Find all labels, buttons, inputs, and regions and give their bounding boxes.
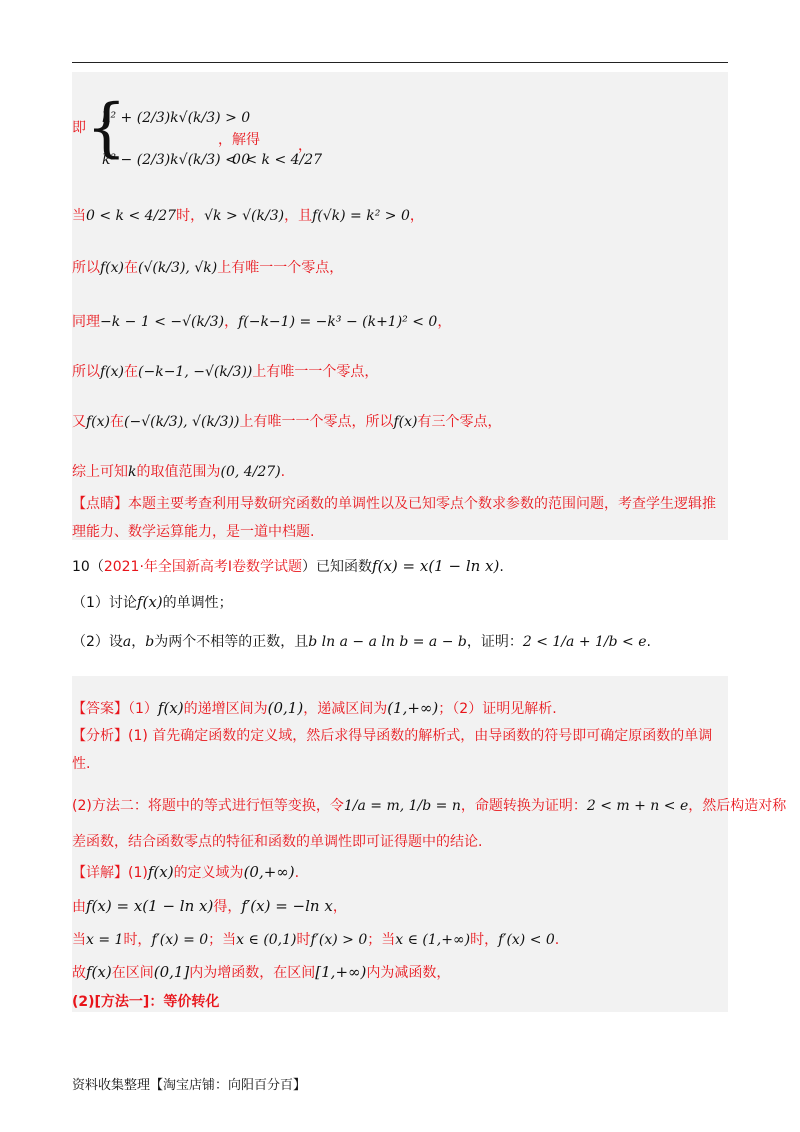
answer-line: 【答案】（1）f(x)的递增区间为(0,1)，递减区间为(1,+∞)；（2）证明见解析. [72, 699, 557, 717]
line-conclusion: 综上可知k的取值范围为(0, 4/27). [72, 464, 286, 480]
header-rule [72, 62, 728, 63]
line-zero-2: 所以f(x)在(−k−1, −√(k/3))上有唯一一个零点， [72, 364, 379, 380]
analysis-part-2b: 差函数，结合函数零点的特征和函数的单调性即可证得题中的结论. [72, 834, 483, 850]
question-10-part-1: （1）讨论f(x)的单调性； [72, 593, 233, 611]
system-solution: 0 < k < 4/27 [232, 152, 323, 168]
system-brace: { [86, 91, 127, 165]
line-when-k: 当0 < k < 4/27时，√k > √(k/3)，且f(√k) = k² > 0， [72, 208, 424, 224]
dianjing-note: 【点睛】本题主要考查利用导数研究函数的单调性以及已知零点个数求参数的范围问题，考查学生逻辑推理能力、数学运算能力，是一道中档题. [72, 496, 716, 540]
detail-4: 故f(x)在区间(0,1]内为增函数，在区间[1,+∞)内为减函数， [72, 963, 451, 981]
jiede-text: ，解得 [218, 132, 260, 148]
question-10-part-2: （2）设a，b为两个不相等的正数，且b ln a − a ln b = a − b，证明：2 < 1/a + 1/b < e. [72, 634, 651, 650]
line-zero-1: 所以f(x)在(√(k/3), √k)上有唯一一个零点， [72, 260, 344, 276]
analysis-part-1: 【分析】(1) 首先确定函数的定义域，然后求得导函数的解析式，由导函数的符号即可确定原函数的单调性. [72, 728, 713, 772]
detail-3: 当x = 1时，f′(x) = 0；当x ∈ (0,1)时f′(x) > 0；当x ∈ (1,+∞)时，f′(x) < 0. [72, 932, 560, 948]
page-footer: 资料收集整理【淘宝店铺：向阳百分百】 [72, 1078, 307, 1093]
detail-method-1: (2)[方法一]：等价转化 [72, 994, 220, 1010]
detail-1: 【详解】(1)f(x)的定义域为(0,+∞). [72, 863, 300, 881]
line-zero-3: 又f(x)在(−√(k/3), √(k/3))上有唯一一个零点，所以f(x)有三个零点， [72, 414, 502, 430]
system-comma: ， [298, 138, 312, 154]
question-10: 10（2021·年全国新高考Ⅰ卷数学试题）已知函数f(x) = x(1 − ln x). [72, 557, 504, 575]
detail-2: 由f(x) = x(1 − ln x)得，f′(x) = −ln x， [72, 897, 347, 915]
ji-label: 即 [72, 120, 86, 136]
analysis-part-2: (2)方法二：将题中的等式进行恒等变换，令1/a = m, 1/b = n，命题转换为证明：2 < m + n < e，然后构造对称 [72, 798, 787, 814]
line-similarly: 同理−k − 1 < −√(k/3)，f(−k−1) = −k³ − (k+1)² < 0， [72, 314, 452, 330]
system-eq-1: k² + (2/3)k√(k/3) > 0 [102, 110, 251, 126]
system-eq-2: k² − (2/3)k√(k/3) < 0 [102, 152, 251, 168]
